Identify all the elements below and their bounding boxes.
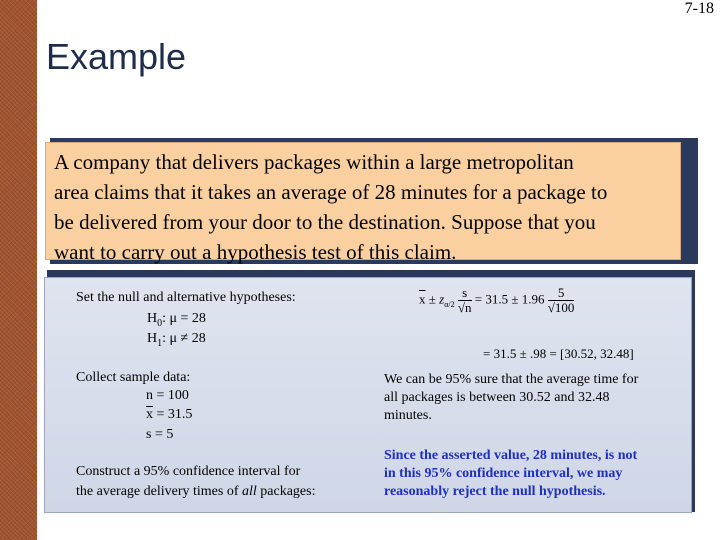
- solution-box: [44, 277, 692, 513]
- problem-line: be delivered from your door to the destination. Suppose that you: [54, 210, 596, 234]
- decorative-side-bar: [0, 0, 37, 540]
- sample-mean: $\overline{x} = 31.5$: [146, 407, 193, 422]
- alternative-hypothesis: $H_1$: μ ≠ 28: [147, 331, 206, 349]
- problem-line: want to carry out a hypothesis test of this claim.: [54, 240, 457, 264]
- conclusion-reject-2: in this 95% confidence interval, we may: [384, 466, 623, 481]
- hypotheses-label: Set the null and alternative hypotheses:: [76, 290, 296, 305]
- sample-sd: s = 5: [146, 427, 174, 442]
- construct-label-2: the average delivery times of all packages:: [76, 484, 316, 499]
- page-number: 7-18: [684, 0, 714, 17]
- collect-label: Collect sample data:: [76, 370, 191, 385]
- problem-statement-box: [45, 142, 681, 264]
- slide-title: Example: [46, 36, 187, 77]
- conclusion-reject-1: Since the asserted value, 28 minutes, is not: [384, 448, 638, 463]
- conclusion-sure-1: We can be 95% sure that the average time for: [384, 372, 639, 387]
- conclusion-sure-2: all packages is between 30.52 and 32.48: [384, 390, 610, 405]
- confidence-interval-result: = 31.5 ± .98 = [30.52, 32.48]: [483, 346, 634, 361]
- problem-line: A company that delivers packages within a large metropolitan: [54, 150, 574, 174]
- sample-size: n = 100: [146, 388, 189, 403]
- construct-label-1: Construct a 95% confidence interval for: [76, 464, 301, 479]
- conclusion-sure-3: minutes.: [384, 408, 432, 423]
- conclusion-reject-3: reasonably reject the null hypothesis.: [384, 484, 606, 499]
- null-hypothesis: $H_0$: μ = 28: [147, 311, 206, 329]
- confidence-interval-formula: $\overline{x} \pm z_{\alpha/2}$ $\frac{s}{√n}$ = 31.5 ± 1.96 $\frac{5}{√100}$: [419, 285, 575, 315]
- problem-line: area claims that it takes an average of 28 minutes for a package to: [54, 180, 608, 204]
